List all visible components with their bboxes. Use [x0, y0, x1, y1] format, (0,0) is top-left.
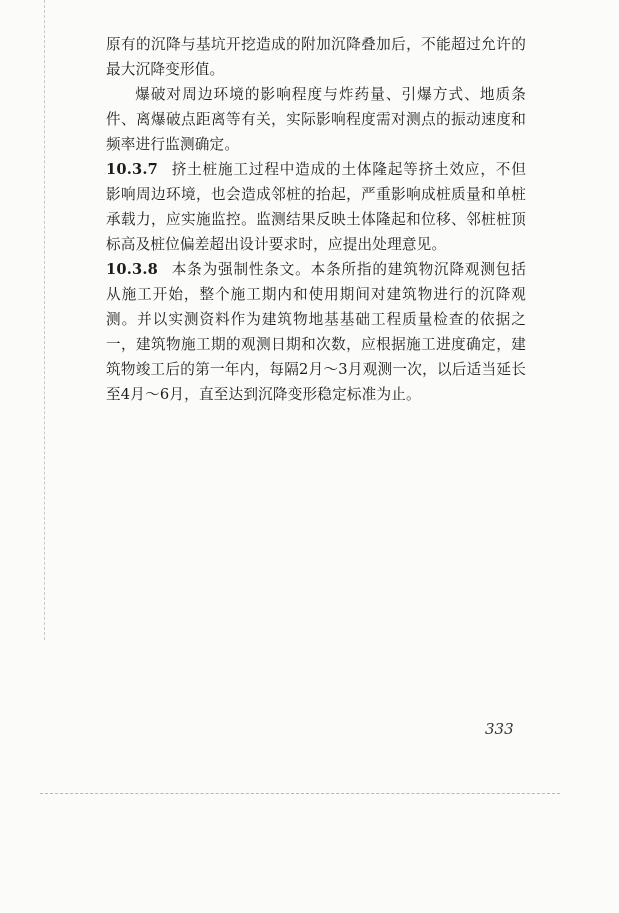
paragraph-text: 原有的沉降与基坑开挖造成的附加沉降叠加后，不能超过允许的最大沉降变形值。: [106, 36, 526, 78]
paragraph-blasting: [106, 82, 526, 157]
document-body: [106, 32, 526, 407]
scan-artifact-line: [40, 793, 560, 794]
clause-text: 挤土桩施工过程中造成的土体隆起等挤土效应，不但影响周边环境，也会造成邻桩的抬起，严重影响成桩质量和单桩承载力，应实施监控。监测结果反映土体隆起和位移、邻桩桩顶标高及桩位偏差超出设计要求时，应提出处理意见。: [106, 161, 526, 253]
clause-number: 10.3.8: [106, 261, 158, 278]
clause-10-3-7: [106, 157, 526, 257]
clause-text: 本条为强制性条文。本条所指的建筑物沉降观测包括从施工开始，整个施工期内和使用期间对建筑物进行的沉降观测。并以实测资料作为建筑物地基基础工程质量检查的依据之一，建筑物施工期的观测日期和次数，应根据施工进度确定，建筑物竣工后的第一年内，每隔2月～3月观测一次，以后适当延长至4月～6月，直至达到沉降变形稳定标准为止。: [106, 261, 526, 403]
clause-10-3-8: [106, 257, 526, 407]
page-number: 333: [485, 720, 514, 738]
paragraph-continuation: [106, 32, 526, 82]
paragraph-text: 爆破对周边环境的影响程度与炸药量、引爆方式、地质条件、离爆破点距离等有关，实际影响程度需对测点的振动速度和频率进行监测确定。: [106, 86, 526, 153]
clause-number: 10.3.7: [106, 161, 158, 178]
page-fold-edge: [44, 0, 45, 640]
